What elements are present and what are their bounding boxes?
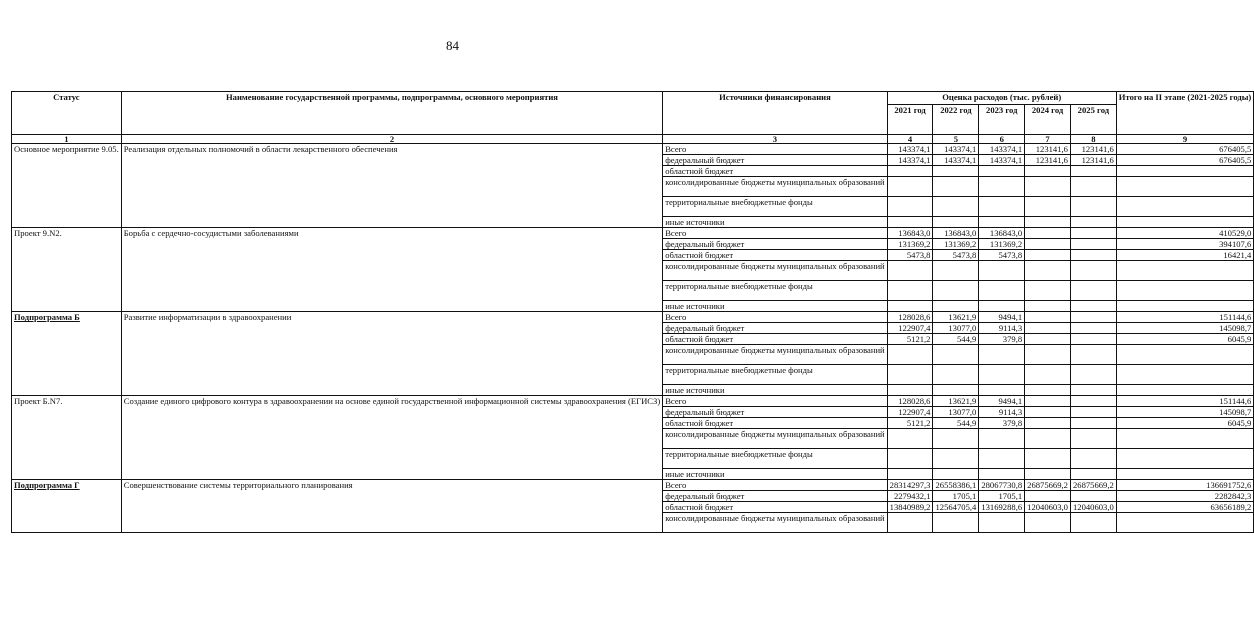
year-value <box>1070 281 1116 301</box>
year-value <box>1025 166 1071 177</box>
funding-source: федеральный бюджет <box>663 155 887 166</box>
year-value: 13621,9 <box>933 396 979 407</box>
year-value <box>1070 429 1116 449</box>
year-value <box>887 301 933 312</box>
year-value <box>887 513 933 533</box>
year-value <box>1070 345 1116 365</box>
total-value <box>1116 469 1254 480</box>
year-value: 26875669,2 <box>1025 480 1071 491</box>
header-sources: Источники финансирования <box>663 92 887 135</box>
year-value <box>1070 301 1116 312</box>
year-value: 5121,2 <box>887 334 933 345</box>
year-value <box>1025 385 1071 396</box>
header-year: 2022 год <box>933 105 979 135</box>
table-row <box>12 396 1254 407</box>
total-value: 136691752,6 <box>1116 480 1254 491</box>
year-value <box>933 177 979 197</box>
year-value: 128028,6 <box>887 396 933 407</box>
funding-source: Всего <box>663 312 887 323</box>
year-value: 143374,1 <box>887 155 933 166</box>
year-value: 143374,1 <box>979 144 1025 155</box>
year-value: 13077,0 <box>933 407 979 418</box>
year-value <box>979 177 1025 197</box>
funding-source: территориальные внебюджетные фонды <box>663 197 887 217</box>
year-value <box>887 281 933 301</box>
column-number: 9 <box>1116 135 1254 144</box>
year-value <box>1070 491 1116 502</box>
section-name: Борьба с сердечно-сосудистыми заболеваниями <box>121 228 662 312</box>
year-value <box>1070 418 1116 429</box>
year-value <box>887 365 933 385</box>
year-value <box>1025 228 1071 239</box>
total-value <box>1116 301 1254 312</box>
year-value <box>1025 281 1071 301</box>
year-value <box>979 166 1025 177</box>
year-value <box>1070 385 1116 396</box>
year-value: 123141,6 <box>1070 155 1116 166</box>
total-value: 6045,9 <box>1116 418 1254 429</box>
section-status-label: Подпрограмма Г <box>14 480 80 490</box>
year-value: 122907,4 <box>887 323 933 334</box>
year-value <box>1025 345 1071 365</box>
year-value <box>1070 396 1116 407</box>
header-estimate: Оценка расходов (тыс. рублей) <box>887 92 1116 105</box>
total-value <box>1116 345 1254 365</box>
year-value <box>887 177 933 197</box>
year-value <box>1070 334 1116 345</box>
year-value <box>1025 429 1071 449</box>
year-value <box>979 449 1025 469</box>
year-value: 131369,2 <box>887 239 933 250</box>
year-value <box>933 469 979 480</box>
year-value: 12040603,0 <box>1070 502 1116 513</box>
year-value <box>1070 513 1116 533</box>
section-status <box>12 144 122 228</box>
funding-source: федеральный бюджет <box>663 239 887 250</box>
year-value <box>979 429 1025 449</box>
year-value <box>1070 250 1116 261</box>
column-number: 6 <box>979 135 1025 144</box>
header-total: Итого на II этапе (2021-2025 годы) <box>1116 92 1254 135</box>
year-value <box>933 385 979 396</box>
header-name: Наименование государственной программы, подпрограммы, основного мероприятия <box>121 92 662 135</box>
year-value <box>979 345 1025 365</box>
budget-table <box>11 91 1254 533</box>
table-row <box>12 312 1254 323</box>
section-status-label: Подпрограмма Б <box>14 312 80 322</box>
year-value: 544,9 <box>933 334 979 345</box>
total-value <box>1116 429 1254 449</box>
year-value: 1705,1 <box>933 491 979 502</box>
year-value <box>887 345 933 365</box>
year-value: 131369,2 <box>979 239 1025 250</box>
year-value: 1705,1 <box>979 491 1025 502</box>
year-value: 26875669,2 <box>1070 480 1116 491</box>
funding-source: областной бюджет <box>663 502 887 513</box>
year-value: 128028,6 <box>887 312 933 323</box>
page-number: 84 <box>446 38 459 53</box>
total-value: 151144,6 <box>1116 312 1254 323</box>
year-value <box>979 217 1025 228</box>
funding-source: областной бюджет <box>663 334 887 345</box>
section-status <box>12 228 122 312</box>
section-status <box>12 312 122 396</box>
year-value: 5473,8 <box>887 250 933 261</box>
funding-source: Всего <box>663 396 887 407</box>
year-value: 5473,8 <box>933 250 979 261</box>
column-number: 1 <box>12 135 122 144</box>
total-value <box>1116 449 1254 469</box>
year-value: 143374,1 <box>979 155 1025 166</box>
total-value: 676405,5 <box>1116 144 1254 155</box>
year-value: 13621,9 <box>933 312 979 323</box>
year-value: 9114,3 <box>979 323 1025 334</box>
year-value: 9494,1 <box>979 396 1025 407</box>
year-value: 26558386,1 <box>933 480 979 491</box>
funding-source: консолидированные бюджеты муниципальных образований <box>663 261 887 281</box>
year-value <box>1025 323 1071 334</box>
year-value <box>1070 239 1116 250</box>
section-status-label: Проект 9.N2. <box>14 228 62 238</box>
column-number: 8 <box>1070 135 1116 144</box>
header-year: 2023 год <box>979 105 1025 135</box>
year-value <box>1025 396 1071 407</box>
year-value <box>887 385 933 396</box>
year-value <box>1070 365 1116 385</box>
funding-source: консолидированные бюджеты муниципальных образований <box>663 513 887 533</box>
year-value: 143374,1 <box>887 144 933 155</box>
year-value <box>1025 365 1071 385</box>
total-value: 394107,6 <box>1116 239 1254 250</box>
year-value <box>979 365 1025 385</box>
funding-source: консолидированные бюджеты муниципальных образований <box>663 177 887 197</box>
year-value: 379,8 <box>979 334 1025 345</box>
year-value <box>1025 261 1071 281</box>
section-status <box>12 396 122 480</box>
year-value: 5121,2 <box>887 418 933 429</box>
year-value <box>979 385 1025 396</box>
year-value <box>1025 418 1071 429</box>
year-value <box>1070 177 1116 197</box>
year-value: 131369,2 <box>933 239 979 250</box>
funding-source: областной бюджет <box>663 418 887 429</box>
funding-source: иные источники <box>663 301 887 312</box>
funding-source: консолидированные бюджеты муниципальных образований <box>663 429 887 449</box>
year-value <box>1025 334 1071 345</box>
funding-source: Всего <box>663 228 887 239</box>
year-value <box>933 166 979 177</box>
year-value <box>979 197 1025 217</box>
year-value <box>1070 217 1116 228</box>
funding-source: Всего <box>663 480 887 491</box>
header-status: Статус <box>12 92 122 135</box>
year-value <box>979 301 1025 312</box>
year-value <box>887 429 933 449</box>
funding-source: иные источники <box>663 385 887 396</box>
year-value <box>933 429 979 449</box>
table-row <box>12 228 1254 239</box>
year-value: 123141,6 <box>1025 155 1071 166</box>
funding-source: областной бюджет <box>663 166 887 177</box>
column-number: 5 <box>933 135 979 144</box>
total-value: 63656189,2 <box>1116 502 1254 513</box>
header-year: 2024 год <box>1025 105 1071 135</box>
year-value <box>933 217 979 228</box>
year-value <box>933 281 979 301</box>
total-value: 151144,6 <box>1116 396 1254 407</box>
total-value: 410529,0 <box>1116 228 1254 239</box>
year-value <box>1070 166 1116 177</box>
funding-source: консолидированные бюджеты муниципальных образований <box>663 345 887 365</box>
total-value <box>1116 261 1254 281</box>
year-value: 379,8 <box>979 418 1025 429</box>
year-value <box>1070 449 1116 469</box>
year-value <box>1070 469 1116 480</box>
year-value: 143374,1 <box>933 144 979 155</box>
funding-source: областной бюджет <box>663 250 887 261</box>
header-year: 2021 год <box>887 105 933 135</box>
year-value <box>1070 228 1116 239</box>
total-value: 145098,7 <box>1116 323 1254 334</box>
total-value <box>1116 365 1254 385</box>
funding-source: федеральный бюджет <box>663 491 887 502</box>
total-value: 145098,7 <box>1116 407 1254 418</box>
section-status <box>12 480 122 533</box>
year-value <box>887 261 933 281</box>
year-value <box>1025 513 1071 533</box>
year-value <box>887 469 933 480</box>
year-value: 5473,8 <box>979 250 1025 261</box>
year-value <box>887 197 933 217</box>
section-name: Развитие информатизации в здравоохранении <box>121 312 662 396</box>
year-value <box>1025 469 1071 480</box>
year-value: 123141,6 <box>1025 144 1071 155</box>
year-value <box>1025 197 1071 217</box>
year-value <box>1025 250 1071 261</box>
year-value: 28067730,8 <box>979 480 1025 491</box>
year-value <box>887 166 933 177</box>
total-value: 2282842,3 <box>1116 491 1254 502</box>
total-value: 6045,9 <box>1116 334 1254 345</box>
funding-source: территориальные внебюджетные фонды <box>663 281 887 301</box>
year-value <box>1025 239 1071 250</box>
table-row <box>12 144 1254 155</box>
year-value <box>1070 261 1116 281</box>
total-value <box>1116 385 1254 396</box>
column-number: 3 <box>663 135 887 144</box>
year-value: 9494,1 <box>979 312 1025 323</box>
year-value <box>1070 323 1116 334</box>
year-value: 143374,1 <box>933 155 979 166</box>
year-value <box>933 449 979 469</box>
year-value <box>1070 407 1116 418</box>
year-value: 13077,0 <box>933 323 979 334</box>
year-value: 13840989,2 <box>887 502 933 513</box>
section-status-label: Основное мероприятие 9.05. <box>14 144 119 154</box>
year-value <box>979 281 1025 301</box>
year-value: 544,9 <box>933 418 979 429</box>
year-value <box>933 365 979 385</box>
section-name: Создание единого цифрового контура в здравоохранении на основе единой государственной информационной системы здравоохранения (ЕГИСЗ) <box>121 396 662 480</box>
year-value: 2279432,1 <box>887 491 933 502</box>
year-value <box>887 217 933 228</box>
year-value <box>1025 301 1071 312</box>
section-status-label: Проект Б.N7. <box>14 396 63 406</box>
year-value <box>933 301 979 312</box>
year-value <box>1025 491 1071 502</box>
year-value <box>887 449 933 469</box>
year-value: 28314297,3 <box>887 480 933 491</box>
year-value <box>979 469 1025 480</box>
year-value <box>979 513 1025 533</box>
year-value <box>1025 407 1071 418</box>
funding-source: территориальные внебюджетные фонды <box>663 365 887 385</box>
funding-source: федеральный бюджет <box>663 323 887 334</box>
total-value: 676405,5 <box>1116 155 1254 166</box>
column-number: 4 <box>887 135 933 144</box>
funding-source: территориальные внебюджетные фонды <box>663 449 887 469</box>
year-value <box>933 513 979 533</box>
total-value <box>1116 177 1254 197</box>
year-value: 136843,0 <box>979 228 1025 239</box>
year-value <box>1070 197 1116 217</box>
year-value <box>1025 449 1071 469</box>
year-value: 9114,3 <box>979 407 1025 418</box>
column-number: 2 <box>121 135 662 144</box>
table-row <box>12 480 1254 491</box>
funding-source: Всего <box>663 144 887 155</box>
year-value: 122907,4 <box>887 407 933 418</box>
year-value <box>1070 312 1116 323</box>
year-value: 136843,0 <box>887 228 933 239</box>
year-value <box>933 261 979 281</box>
total-value <box>1116 197 1254 217</box>
year-value <box>933 345 979 365</box>
section-name: Реализация отдельных полномочий в области лекарственного обеспечения <box>121 144 662 228</box>
year-value <box>979 261 1025 281</box>
funding-source: иные источники <box>663 469 887 480</box>
total-value: 16421,4 <box>1116 250 1254 261</box>
year-value: 136843,0 <box>933 228 979 239</box>
year-value: 123141,6 <box>1070 144 1116 155</box>
total-value <box>1116 513 1254 533</box>
year-value <box>1025 312 1071 323</box>
total-value <box>1116 217 1254 228</box>
total-value <box>1116 166 1254 177</box>
column-number: 7 <box>1025 135 1071 144</box>
section-name: Совершенствование системы территориального планирования <box>121 480 662 533</box>
year-value: 12564705,4 <box>933 502 979 513</box>
total-value <box>1116 281 1254 301</box>
year-value: 13169288,6 <box>979 502 1025 513</box>
funding-source: иные источники <box>663 217 887 228</box>
year-value <box>933 197 979 217</box>
header-year: 2025 год <box>1070 105 1116 135</box>
year-value <box>1025 217 1071 228</box>
funding-source: федеральный бюджет <box>663 407 887 418</box>
year-value: 12040603,0 <box>1025 502 1071 513</box>
year-value <box>1025 177 1071 197</box>
